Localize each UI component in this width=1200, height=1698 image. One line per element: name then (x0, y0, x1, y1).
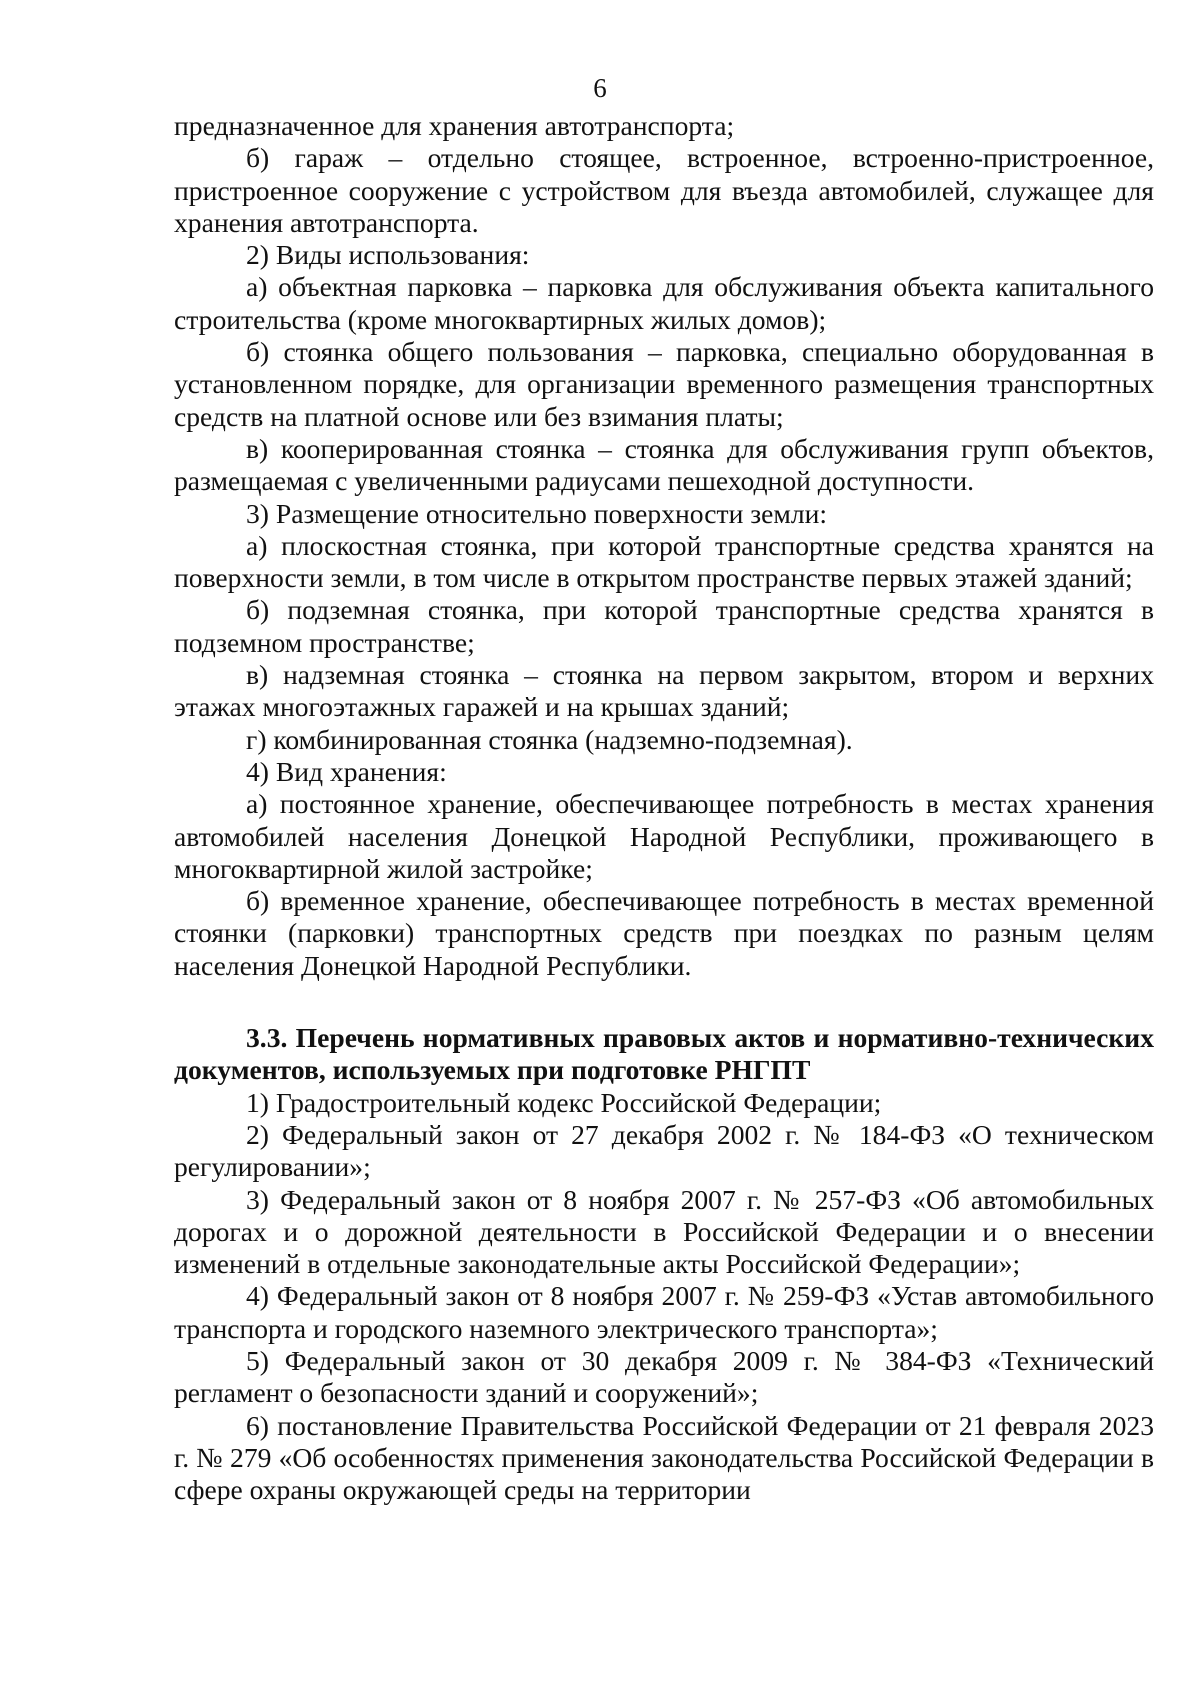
list-item: 6) постановление Правительства Российской Федерации от 21 февраля 2023 г. № 279 «Об особенностях применения законодательства Российской Федерации в сфере охраны окружающей среды на территории (174, 1409, 1154, 1506)
paragraph: а) объектная парковка – парковка для обслуживания объекта капитального строительства (кроме многоквартирных жилых домов); (174, 271, 1154, 335)
paragraph: б) стоянка общего пользования – парковка, специально оборудованная в установленном порядке, для организации временного размещения транспортных средств на платной основе или без взимания платы; (174, 336, 1154, 432)
paragraph: предназначенное для хранения автотранспорта; (174, 110, 735, 141)
list-item: 5) Федеральный закон от 30 декабря 2009 г. № 384-ФЗ «Технический регламент о безопасности зданий и сооружений»; (174, 1344, 1154, 1409)
document-body (174, 110, 1154, 1506)
list-item: 1) Градостроительный кодекс Российской Федерации; (246, 1086, 882, 1118)
list-item: 2) Федеральный закон от 27 декабря 2002 г. № 184-ФЗ «О техническом регулировании»; (174, 1118, 1154, 1183)
paragraph: г) комбинированная стоянка (надземно-подземная). (246, 723, 853, 755)
list-item: 4) Федеральный закон от 8 ноября 2007 г. № 259-ФЗ «Устав автомобильного транспорта и городского наземного электрического транспорта»; (174, 1280, 1154, 1344)
paragraph: а) постоянное хранение, обеспечивающее потребность в местах хранения автомобилей населения Донецкой Народной Республики, проживающего в многоквартирной жилой застройке; (174, 788, 1154, 884)
paragraph: 4) Вид хранения: (246, 755, 447, 787)
page-number: 6 (593, 73, 607, 103)
paragraph: 3) Размещение относительно поверхности земли: (246, 497, 828, 529)
paragraph: 2) Виды использования: (246, 239, 530, 271)
paragraph: в) надземная стоянка – стоянка на первом закрытом, втором и верхних этажах многоэтажных гаражей и на крышах зданий; (174, 659, 1154, 723)
section-spacer (174, 982, 1154, 1022)
paragraph: а) плоскостная стоянка, при которой транспортные средства хранятся на поверхности земли, в том числе в открытом пространстве первых этажей зданий; (174, 529, 1154, 594)
paragraph: б) подземная стоянка, при которой транспортные средства хранятся в подземном пространстве; (174, 594, 1154, 658)
section-heading: 3.3. Перечень нормативных правовых актов и нормативно-технических документов, используемых при подготовке РНГПТ (174, 1022, 1154, 1086)
list-item: 3) Федеральный закон от 8 ноября 2007 г. № 257-ФЗ «Об автомобильных дорогах и о дорожной деятельности в Российской Федерации и о внесении изменений в отдельные законодательные акты Российской Федерации»; (174, 1183, 1154, 1280)
paragraph: б) временное хранение, обеспечивающее потребность в местах временной стоянки (парковки) транспортных средств при поездках по разным целям населения Донецкой Народной Республики. (174, 885, 1154, 981)
paragraph: в) кооперированная стоянка – стоянка для обслуживания групп объектов, размещаемая с увеличенными радиусами пешеходной доступности. (174, 432, 1154, 497)
paragraph: б) гараж – отдельно стоящее, встроенное, встроенно-пристроенное, пристроенное сооружение с устройством для въезда автомобилей, служащее для хранения автотранспорта. (174, 142, 1154, 238)
